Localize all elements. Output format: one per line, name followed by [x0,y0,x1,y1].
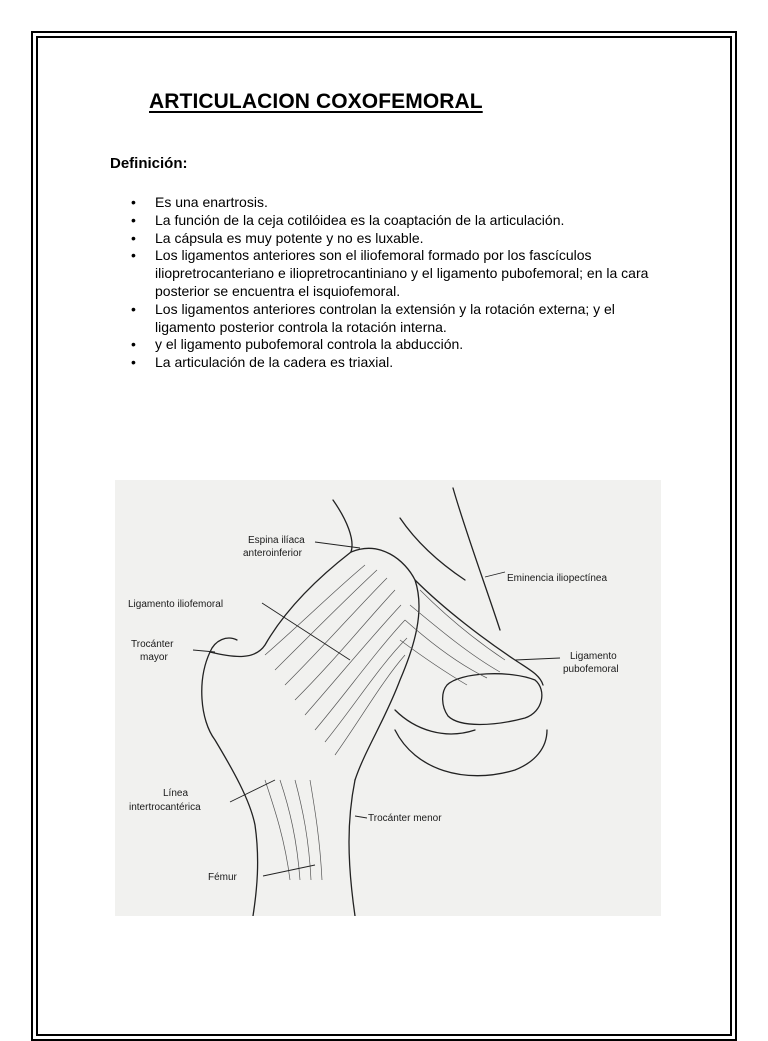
label-trocanter-mayor-2: mayor [140,652,168,663]
list-item-text: y el ligamento pubofemoral controla la abducción. [155,336,464,353]
list-item-text: Los ligamentos anteriores controlan la extensión y la rotación externa; y el ligamento posterior controla la rotación interna. [155,300,615,335]
bullet-icon: • [131,229,136,246]
obturator-foramen [443,674,542,725]
list-item-text: La articulación de la cadera es triaxial. [155,354,394,371]
bullet-icon: • [131,211,136,228]
anatomy-drawing [115,480,661,916]
pubic-ramus [395,730,547,776]
list-item [110,354,670,372]
label-ligamento-iliofemoral: Ligamento iliofemoral [128,599,224,610]
definition-heading: Definición: [110,155,188,172]
greater-trochanter [210,638,237,652]
ilium-contour [333,500,352,552]
list-item [110,336,670,354]
ligament-edge [351,548,419,780]
list-item [110,247,670,300]
label-ligamento-pubofemoral-2: pubofemoral [563,664,619,675]
label-trocanter-menor: Trocánter menor [368,813,442,824]
list-item-text: La función de la ceja cotilóidea es la coaptación de la articulación. [155,211,565,228]
list-item-text: La cápsula es muy potente y no es luxable. [155,229,424,246]
bullet-icon: • [131,354,136,371]
definition-list [110,194,670,372]
label-eminencia: Eminencia iliopectínea [507,573,608,584]
lesser-trochanter-edge [395,710,475,734]
pubofemoral-edge [415,580,543,685]
label-trocanter-mayor-1: Trocánter [131,639,174,650]
list-item [110,230,670,248]
label-espina-1: Espina ilíaca [248,535,305,546]
pubic-contour [453,488,500,630]
label-linea-2: intertrocantérica [129,802,201,813]
label-espina-2: anteroinferior [243,548,302,559]
list-item [110,212,670,230]
label-ligamento-pubofemoral-1: Ligamento [570,651,617,662]
list-item [110,301,670,337]
leader-lines [193,542,560,876]
bullet-icon: • [131,194,136,210]
bullet-icon: • [131,336,136,353]
femur-medial-edge [349,780,355,916]
label-femur: Fémur [208,872,237,883]
list-item-text: Los ligamentos anteriores son el iliofemoral formado por los fascículos iliopretrocanteriano e iliopretrocantiniano y el ligamento pubofemoral; en la cara posterior se encuentra el isquiofemoral. [155,247,649,299]
list-item-text: Es una enartrosis. [155,194,268,210]
bullet-icon: • [131,300,136,317]
ligament-fibres [265,565,505,880]
list-item [110,194,670,212]
bullet-icon: • [131,247,136,264]
hip-joint-illustration [115,480,661,916]
label-linea-1: Línea [163,788,189,799]
document-title: ARTICULACION COXOFEMORAL [149,90,483,113]
